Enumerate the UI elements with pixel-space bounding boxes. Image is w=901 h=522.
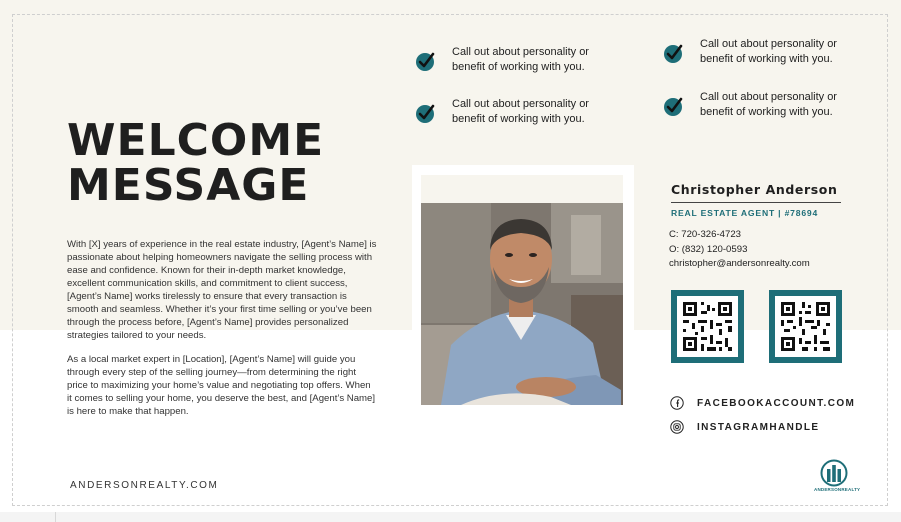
body-paragraph-2: As a local market expert in [Location], [Agent’s Name] will guide you through every step of the selling journey—from determining the right price to maximizing your home’s value and negotiating top offers. When it comes to selling your home, you deserve the best, and [Agent’s Name] is here to make that happen. — [67, 354, 376, 417]
facebook-icon — [670, 396, 684, 410]
qr-code-icon — [775, 296, 836, 357]
callout-3 — [662, 37, 870, 67]
check-circle-icon — [662, 96, 684, 118]
callout-1 — [414, 45, 622, 75]
agent-photo — [421, 175, 623, 405]
instagram-link[interactable] — [670, 420, 819, 434]
check-circle-icon — [662, 43, 684, 65]
callout-text: Call out about personality or benefit of working with you. — [700, 91, 837, 118]
agent-role: REAL ESTATE AGENT | #78694 — [671, 208, 819, 218]
qr-code-2[interactable] — [769, 290, 842, 363]
website-url: ANDERSONREALTY.COM — [70, 480, 219, 491]
facebook-link[interactable] — [670, 396, 855, 410]
qr-code-1[interactable] — [671, 290, 744, 363]
welcome-body — [67, 238, 377, 429]
facebook-label: FACEBOOKACCOUNT.COM — [697, 397, 856, 409]
building-logo-icon — [814, 459, 854, 487]
page-title — [67, 115, 325, 211]
company-logo — [814, 459, 861, 499]
logo-text: ANDERSONREALTY — [814, 487, 861, 492]
callout-text: Call out about personality or benefit of working with you. — [452, 46, 589, 73]
contact-block — [669, 228, 810, 272]
agent-name: Christopher Anderson — [671, 182, 838, 197]
qr-code-icon — [677, 296, 738, 357]
office-phone[interactable]: O: (832) 120-0593 — [669, 243, 748, 255]
check-circle-icon — [414, 51, 436, 73]
agent-portrait-image — [421, 175, 623, 405]
check-circle-icon — [414, 103, 436, 125]
title-line-2: MESSAGE — [67, 160, 310, 211]
callout-text: Call out about personality or benefit of working with you. — [452, 98, 589, 125]
email-address[interactable]: christopher@andersonrealty.com — [669, 258, 810, 269]
callout-4 — [662, 90, 870, 120]
callout-text: Call out about personality or benefit of working with you. — [700, 38, 837, 65]
name-divider — [671, 202, 841, 203]
cell-phone[interactable]: C: 720-326-4723 — [669, 229, 742, 240]
page-edge — [0, 512, 901, 522]
instagram-label: INSTAGRAMHANDLE — [697, 421, 820, 433]
instagram-icon — [670, 420, 684, 434]
callout-2 — [414, 97, 622, 127]
body-paragraph-1: With [X] years of experience in the real estate industry, [Agent’s Name] is passionate about helping homeowners navigate the selling process with ease and confidence. Known for their in-depth market knowledge, excellent communication skills, and commitment to client success, [Agent’s Name] works tirelessly to ensure that every transaction is smooth and seamless. Whether it’s your first time selling or you’ve been through the process before, [Agent’s Name] provides personalized strategies tailored to your needs. — [67, 239, 377, 341]
title-line-1: WELCOME — [67, 115, 325, 166]
